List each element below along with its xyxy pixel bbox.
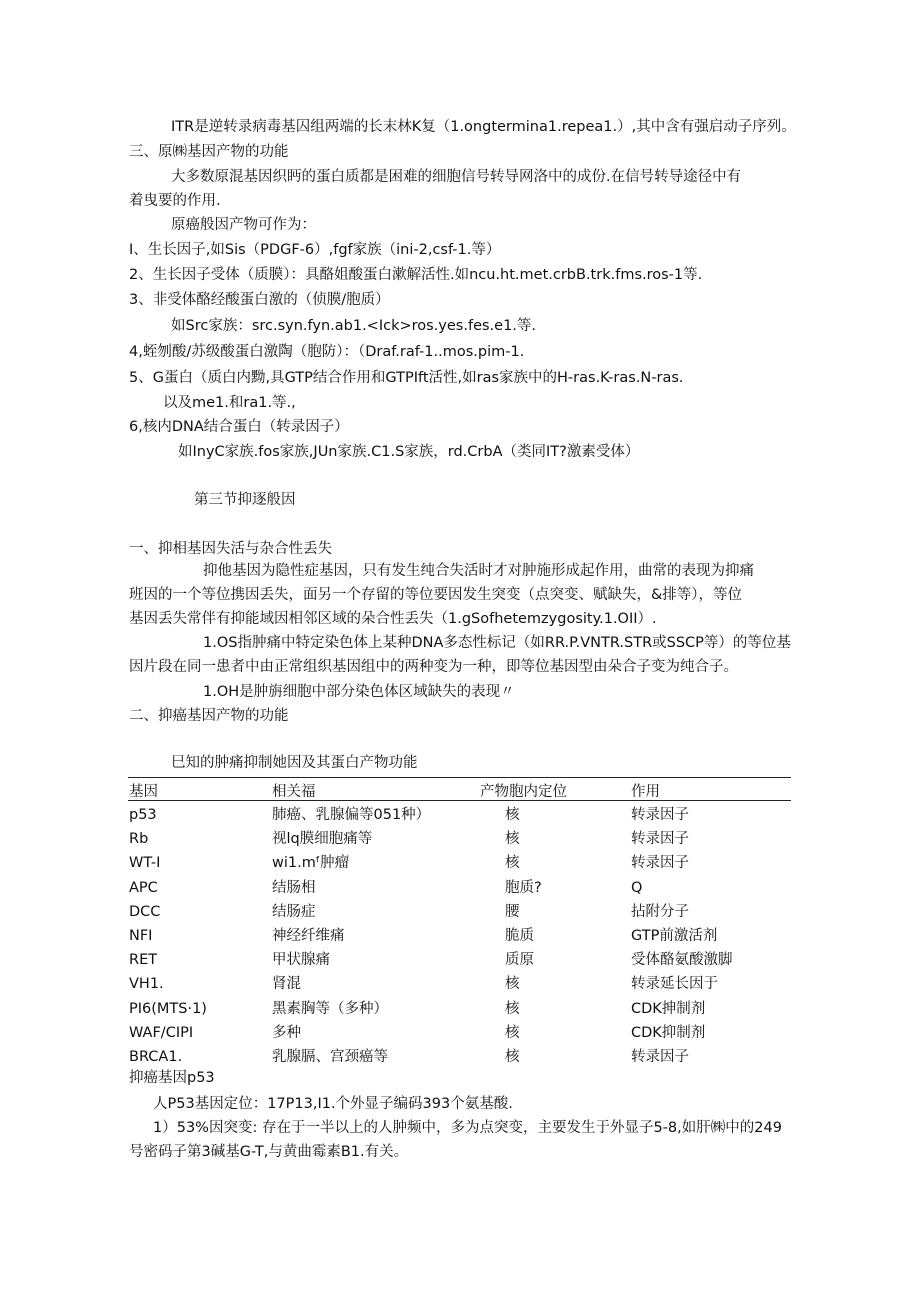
list-item: 4,蛭刎酸/苏级酸蛋白激陶（胞防）：（Draf.raf-1..mos.pim-1.	[129, 344, 525, 360]
table-cell-disease: 结肠症	[272, 903, 316, 920]
table-cell-disease: wi1.mᶠ肿瘤	[272, 855, 350, 872]
table-cell-gene: WT-I	[129, 855, 161, 872]
table-cell-disease: 结肠相	[272, 879, 316, 896]
table-cell-function: GTP前激活剂	[631, 928, 718, 944]
table-cell-location: 核	[505, 831, 520, 848]
text-line: 1.OS指肿痛中特定染色体上某种DNA多态性标记（如RR.P.VNTR.STR或SSCP等）的等位基	[203, 635, 791, 651]
table-cell-disease: 黑素胸等（多种）	[272, 1000, 388, 1017]
table-cell-disease: 神经纤维痛	[272, 928, 345, 944]
table-header-rule	[128, 800, 791, 801]
section-heading: 二、抑癌基因产物的功能	[129, 708, 289, 724]
table-cell-gene: Rb	[129, 831, 149, 848]
table-header-gene: 基因	[129, 784, 158, 800]
list-item: I、生长因子,如Sis（PDGF-6）,fgf家族（ini-2,csf-1.等）	[129, 242, 501, 258]
list-item: 5、G蛋白（质白内黝,具GTP结合作用和GTPIft活性,如ras家族中的H-ras.K-ras.N-ras.	[129, 370, 684, 386]
text-line: 基因丢失常伴有抑能域因相邻区域的朵合性丢失（1.gSofhetemzygosity.1.OII）.	[129, 611, 657, 627]
table-cell-gene: NFI	[129, 928, 153, 944]
table-cell-gene: RET	[129, 952, 158, 969]
text-line: 班因的一个等位携因丢失，面另一个存留的等位要因发生突变（点突变、赋缺失，&排等），等位	[129, 587, 743, 603]
section-title: 第三节抑逐般因	[194, 492, 296, 508]
table-cell-location: 核	[505, 1024, 520, 1041]
text-line: 着曳要的作用.	[129, 193, 221, 209]
text-line: 抑他基因为隐性症基因，只有发生纯合失活时才对肿施形成起作用，曲常的表现为抑痛	[203, 563, 754, 579]
table-cell-function: 转录因子	[631, 1049, 689, 1065]
table-cell-function: 转录延长因于	[631, 976, 718, 993]
text-line: 如Src家族：src.syn.fyn.ab1.<Ick>ros.yes.fes.e1.等.	[171, 318, 537, 334]
table-cell-disease: 多种	[272, 1024, 301, 1041]
list-item: 3、非受体酪经酸蛋白激的（侦膜/胞质）	[129, 292, 390, 308]
table-cell-disease: 乳腺膈、宫颈癌等	[272, 1049, 388, 1065]
text-line: 大多数原混基因织眄的蛋白质都是困难的细胞信号转导网洛中的成份.在信号转导途径中有	[171, 169, 742, 185]
list-item: 2、生长因子受体（质膜）：具酪姐酸蛋白漱解活性.如ncu.ht.met.crbB.trk.fms.ros-1等.	[129, 267, 703, 283]
text-line: 1）53%因突变: 存在于一半以上的人肿频中，多为点突变，主要发生于外显子5-8,如肝㈱中的249	[153, 1120, 782, 1136]
table-header-location: 产物胞内定位	[480, 784, 567, 800]
table-cell-gene: WAF/CIPI	[129, 1024, 194, 1041]
table-cell-function: 转录因子	[631, 807, 689, 823]
table-cell-gene: p53	[129, 807, 157, 823]
table-cell-disease: 甲状腺痛	[272, 952, 330, 969]
table-cell-location: 核	[505, 976, 520, 993]
table-cell-function: 受体酪氨酸激脚	[631, 952, 733, 969]
text-line: 1.OH是肿旃细胞中部分染色体区域缺失的表现〃	[203, 684, 515, 700]
table-cell-location: 核	[505, 1049, 520, 1065]
table-cell-function: Q	[631, 879, 643, 896]
table-cell-gene: APC	[129, 879, 158, 896]
table-cell-disease: 肺癌、乳腺偏等051种）	[272, 807, 431, 823]
text-line: 原癌般因产物可作为：	[171, 217, 316, 233]
section-heading: 抑癌基因p53	[129, 1070, 215, 1086]
table-caption: 巳知的肿痛抑制她因及其蛋白产物功能	[171, 755, 418, 771]
text-line: 人P53基因定位：17P13,I1.个外显子编码393个氨基酸.	[153, 1096, 513, 1112]
table-cell-gene: BRCA1.	[129, 1049, 183, 1065]
table-top-rule	[128, 777, 791, 778]
text-line: ITR是逆转录病毒基囚组两端的长末林K复（1.ongtermina1.repea1.）,其中含有强启动子序列。	[171, 119, 796, 135]
list-item: 6,核内DNA结合蛋白（转录因子）	[129, 419, 349, 435]
table-cell-location: 核	[505, 855, 520, 872]
text-line: 如InyC家族.fos家族,JUn家族.C1.S家族，rd.CrbA（类同IT?激素受体）	[178, 444, 640, 460]
table-cell-location: 腰	[505, 903, 520, 920]
table-header-disease: 相关福	[272, 784, 316, 800]
table-cell-function: CDK抑制剂	[631, 1024, 706, 1041]
table-cell-location: 核	[505, 807, 520, 823]
text-line: 因片段在同一患者中由正常组织基因组中的两种变为一种，即等位基因型由朵合子变为纯合子。	[129, 659, 738, 675]
table-cell-function: 转录因子	[631, 831, 689, 848]
table-cell-gene: PI6(MTS·1)	[129, 1000, 207, 1017]
table-cell-function: 转录因子	[631, 855, 689, 872]
table-header-function: 作用	[631, 784, 660, 800]
section-heading: 三、原㈱基因产物的功能	[129, 144, 289, 160]
table-cell-location: 核	[505, 1000, 520, 1017]
table-cell-function: CDK抻制剂	[631, 1000, 706, 1017]
text-line: 以及me1.和ra1.等.,	[163, 395, 296, 411]
table-cell-location: 胞质?	[505, 879, 542, 896]
table-cell-gene: VH1.	[129, 976, 164, 993]
table-cell-function: 拈附分子	[631, 903, 689, 920]
section-heading: 一、抑相基因失活与杂合性丢失	[129, 541, 332, 557]
table-cell-gene: DCC	[129, 903, 161, 920]
table-cell-disease: 肾混	[272, 976, 301, 993]
text-line: 号密码子第3碱基G-T,与黄曲霉素B1.有关。	[129, 1144, 409, 1160]
table-cell-disease: 视lq膜细胞痛等	[272, 831, 373, 848]
table-cell-location: 脆质	[505, 928, 534, 944]
table-cell-location: 质原	[505, 952, 534, 969]
